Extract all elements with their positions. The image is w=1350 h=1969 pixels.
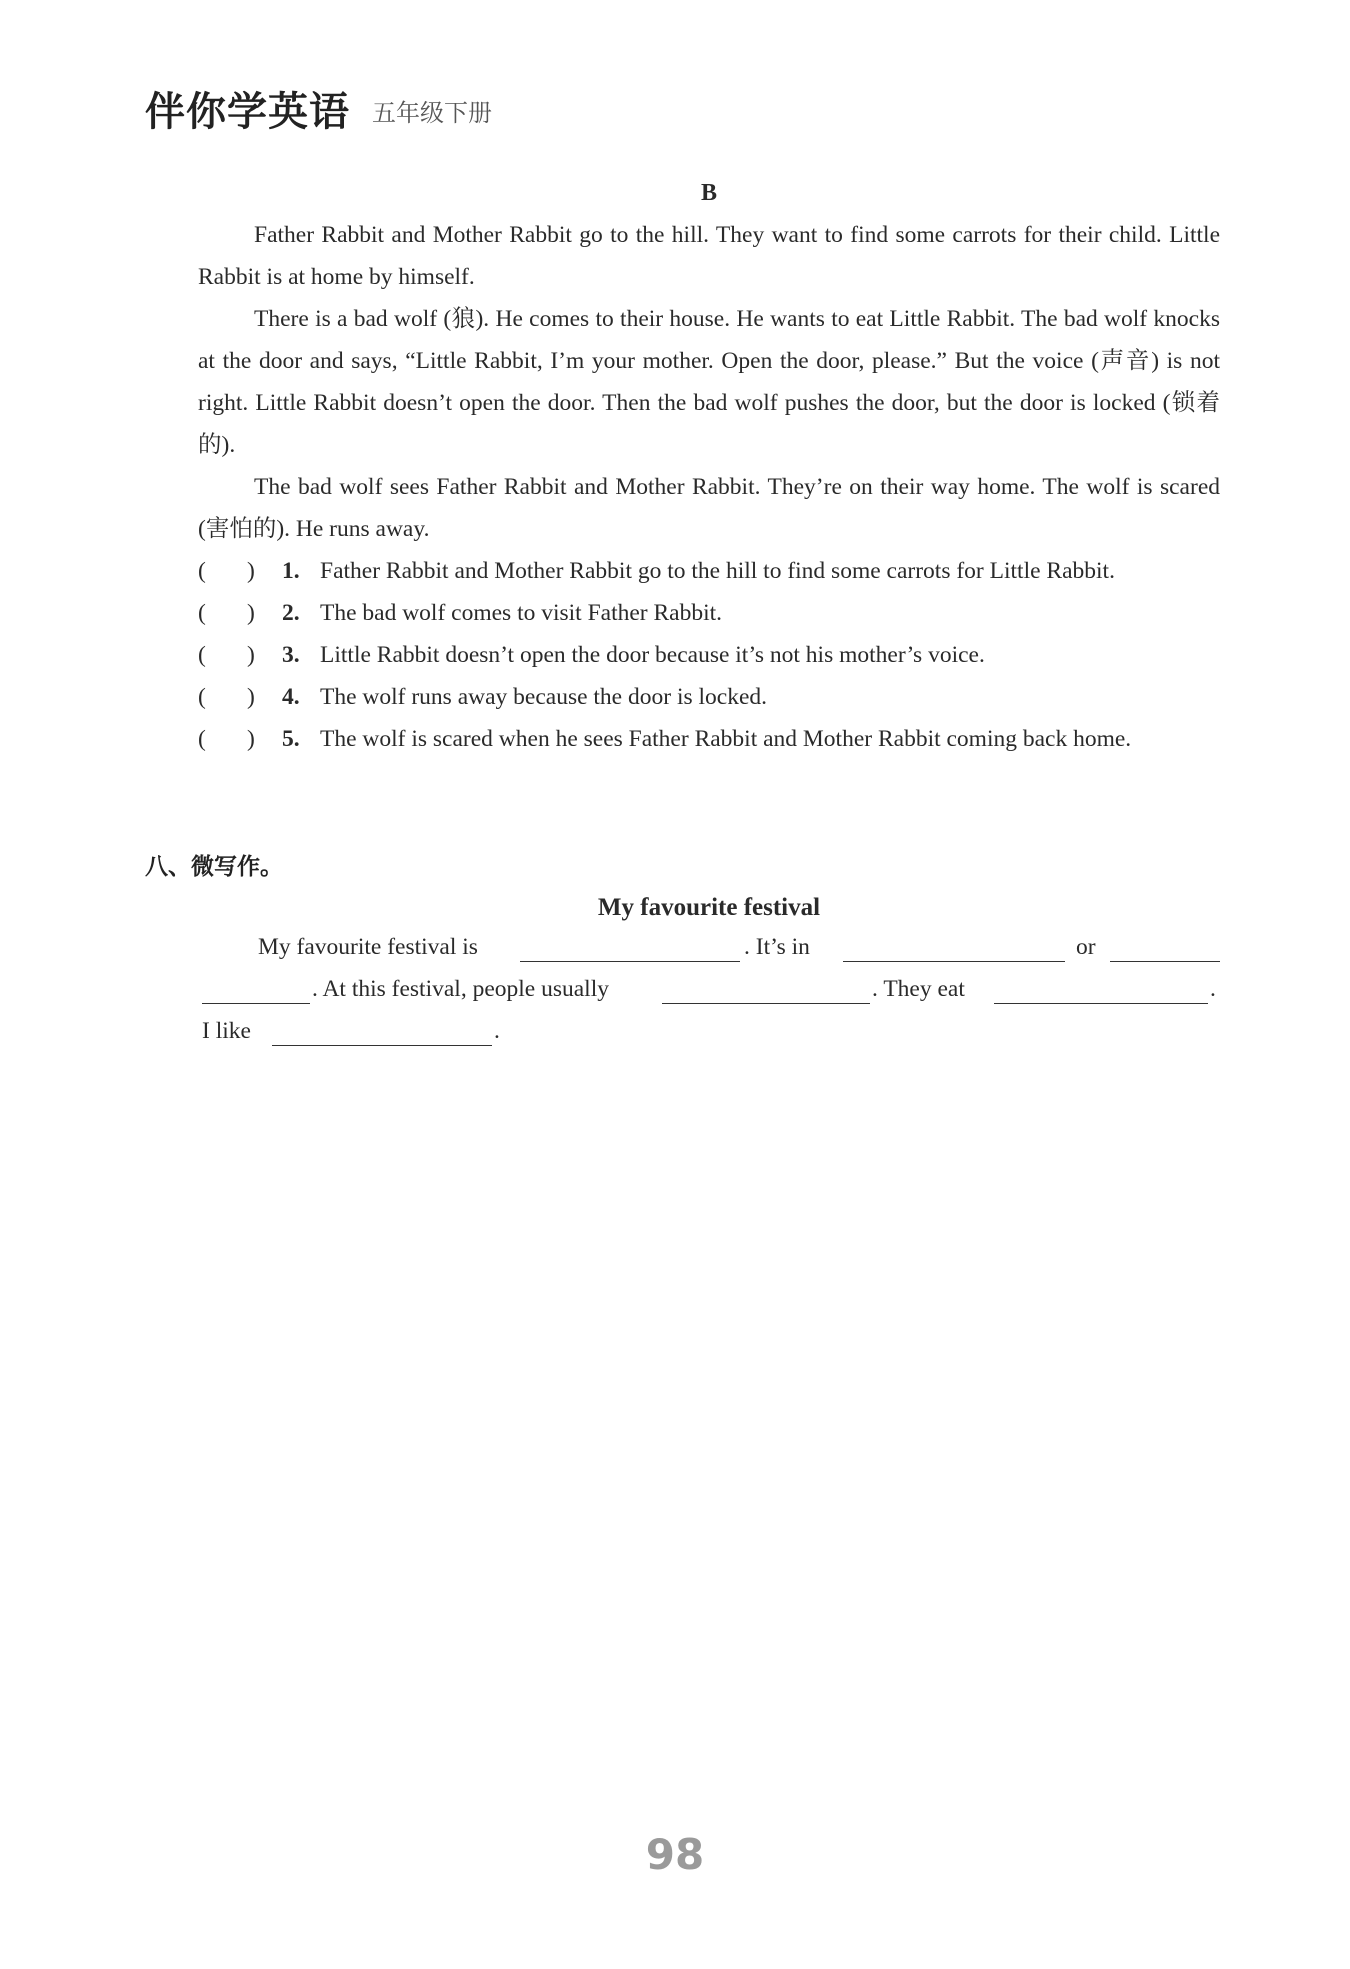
writing-text: . [1210, 976, 1216, 1002]
section-title: B [700, 180, 717, 206]
writing-line-2 [198, 970, 1220, 1012]
fill-blank[interactable] [843, 961, 1065, 962]
section-heading-micro-writing: 八、微写作。 [145, 854, 283, 880]
brand-title: 伴你学英语 [145, 89, 350, 135]
writing-text: or [1076, 934, 1096, 960]
writing-title: My favourite festival [597, 894, 821, 921]
writing-line-1 [198, 928, 1220, 970]
question-number: 2. [282, 600, 300, 626]
reading-section-b [198, 172, 1220, 760]
answer-bracket[interactable]: ( ) [198, 600, 255, 626]
question-text: The bad wolf comes to visit Father Rabbit. [320, 600, 723, 626]
question-item [198, 634, 1220, 676]
passage-paragraph: There is a bad wolf (狼). He comes to their house. He wants to eat Little Rabbit. The bad wolf knocks at the door and says, “Little Rabbit, I’m your mother. Open the door, please.” But the voice (声音) is not right. Little Rabbit doesn’t open the door. Then the bad wolf pushes the door, but the door is locked (锁着的). [198, 306, 1220, 458]
answer-bracket[interactable]: ( ) [198, 558, 255, 584]
writing-text: . [494, 1018, 500, 1044]
question-item [198, 676, 1220, 718]
book-brand [145, 89, 350, 135]
question-number: 5. [282, 726, 300, 752]
fill-blank[interactable] [272, 1045, 492, 1046]
passage-paragraph: Father Rabbit and Mother Rabbit go to the hill. They want to find some carrots for their child. Little Rabbit is at home by himself. [198, 222, 1220, 290]
question-number: 4. [282, 684, 300, 710]
writing-text: . They eat [872, 976, 965, 1002]
fill-blank[interactable] [662, 1003, 870, 1004]
writing-text: My favourite festival is [258, 934, 478, 960]
writing-line-3 [198, 1012, 1220, 1054]
question-text: Father Rabbit and Mother Rabbit go to the hill to find some carrots for Little Rabbit. [320, 558, 1115, 584]
writing-text: . It’s in [744, 934, 810, 960]
page-header [145, 72, 492, 135]
grade-label: 五年级下册 [372, 99, 492, 127]
question-text: The wolf is scared when he sees Father Rabbit and Mother Rabbit coming back home. [320, 726, 1132, 752]
fill-blank[interactable] [202, 1003, 310, 1004]
question-text: Little Rabbit doesn’t open the door because it’s not his mother’s voice. [320, 642, 985, 668]
answer-bracket[interactable]: ( ) [198, 726, 255, 752]
question-item [198, 550, 1220, 592]
question-item [198, 592, 1220, 634]
page-number: 98 [645, 1830, 705, 1879]
writing-text: . At this festival, people usually [312, 976, 609, 1002]
fill-blank[interactable] [520, 961, 740, 962]
fill-blank[interactable] [1110, 961, 1220, 962]
question-text: The wolf runs away because the door is locked. [320, 684, 768, 710]
answer-bracket[interactable]: ( ) [198, 642, 255, 668]
question-number: 3. [282, 642, 300, 668]
answer-bracket[interactable]: ( ) [198, 684, 255, 710]
question-number: 1. [282, 558, 300, 584]
fill-blank[interactable] [994, 1003, 1208, 1004]
question-item [198, 718, 1220, 760]
writing-section [198, 888, 1220, 1054]
writing-text: I like [202, 1018, 251, 1044]
passage-paragraph: The bad wolf sees Father Rabbit and Mother Rabbit. They’re on their way home. The wolf is scared (害怕的). He runs away. [198, 474, 1220, 542]
